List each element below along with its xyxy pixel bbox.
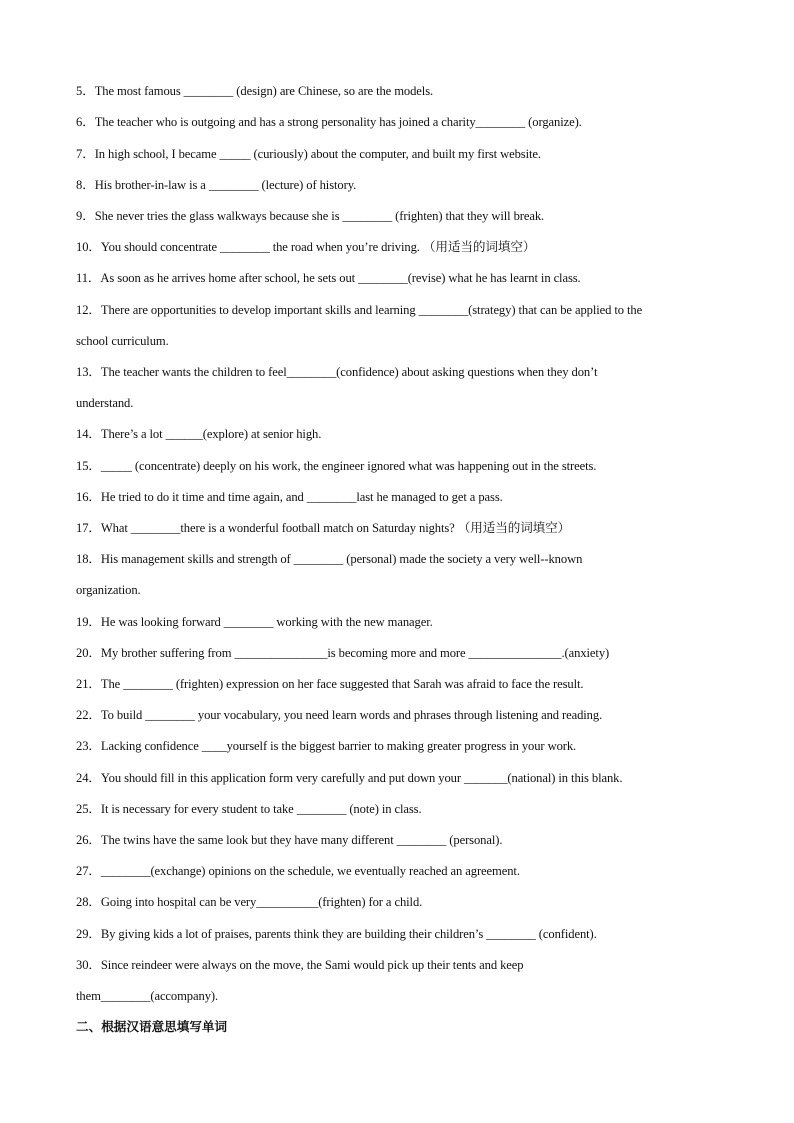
question-16: 16．He tried to do it time and time again, and ________last he managed to get a pass.: [76, 490, 503, 504]
question-17: 17．What ________there is a wonderful football match on Saturday nights? （用适当的词填空）: [76, 521, 571, 535]
question-8: 8．His brother-in-law is a ________ (lecture) of history.: [76, 178, 357, 192]
question-9: 9．She never tries the glass walkways because she is ________ (frighten) that they will break.: [76, 209, 545, 223]
question-22: 22．To build ________ your vocabulary, you need learn words and phrases through listening and reading.: [76, 708, 603, 722]
question-19: 19．He was looking forward ________ working with the new manager.: [76, 615, 433, 629]
question-5: 5．The most famous ________ (design) are Chinese, so are the models.: [76, 84, 434, 98]
question-6: 6．The teacher who is outgoing and has a strong personality has joined a charity________ (organize).: [76, 115, 582, 129]
question-11: 11．As soon as he arrives home after school, he sets out ________(revise) what he has learnt in class.: [76, 271, 581, 285]
question-12-line-1: 12．There are opportunities to develop important skills and learning ________(strategy) that can be applied to the: [76, 303, 643, 317]
question-20: 20．My brother suffering from _______________is becoming more and more _______________.(anxiety): [76, 646, 610, 660]
question-25: 25．It is necessary for every student to take ________ (note) in class.: [76, 802, 422, 816]
question-30-line-1: 30．Since reindeer were always on the move, the Sami would pick up their tents and keep: [76, 958, 524, 972]
question-10: 10．You should concentrate ________ the road when you’re driving. （用适当的词填空）: [76, 240, 536, 254]
question-14: 14．There’s a lot ______(explore) at senior high.: [76, 427, 322, 441]
question-21: 21．The ________ (frighten) expression on her face suggested that Sarah was afraid to face the result.: [76, 677, 584, 691]
question-29: 29．By giving kids a lot of praises, parents think they are building their children’s ________ (confident).: [76, 927, 597, 941]
question-26: 26．The twins have the same look but they have many different ________ (personal).: [76, 833, 503, 847]
question-18-line-2: organization.: [76, 583, 141, 597]
question-28: 28．Going into hospital can be very__________(frighten) for a child.: [76, 895, 423, 909]
question-7: 7．In high school, I became _____ (curiously) about the computer, and built my first website.: [76, 147, 541, 161]
question-13-line-1: 13．The teacher wants the children to feel________(confidence) about asking questions when they don’t: [76, 365, 598, 379]
question-27: 27．________(exchange) opinions on the schedule, we eventually reached an agreement.: [76, 864, 520, 878]
question-13-line-2: understand.: [76, 396, 134, 410]
section-heading: 二、根据汉语意思填写单词: [76, 1019, 228, 1034]
question-23: 23．Lacking confidence ____yourself is the biggest barrier to making greater progress in your work.: [76, 739, 577, 753]
question-15: 15．_____ (concentrate) deeply on his work, the engineer ignored what was happening out in the streets.: [76, 459, 597, 473]
question-30-line-2: them________(accompany).: [76, 989, 219, 1003]
question-12-line-2: school curriculum.: [76, 334, 169, 348]
question-18-line-1: 18．His management skills and strength of ________ (personal) made the society a very well--known: [76, 552, 583, 566]
question-24: 24．You should fill in this application form very carefully and put down your _______(national) in this blank.: [76, 771, 623, 785]
